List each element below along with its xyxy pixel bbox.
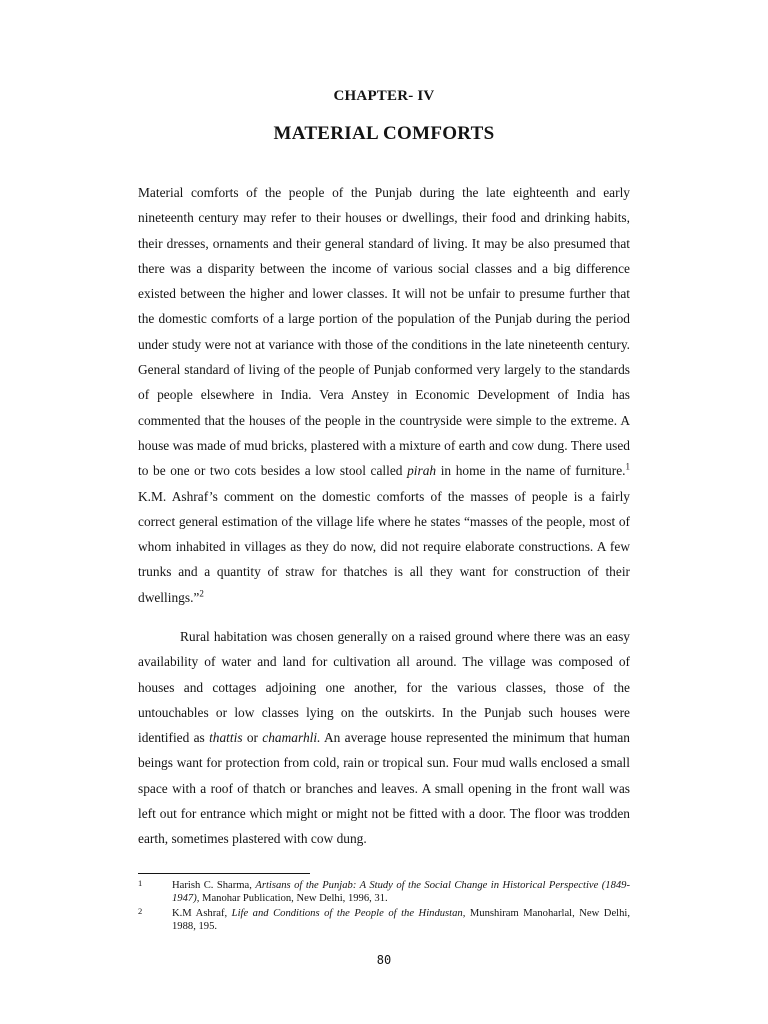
- italic-term: thattis: [209, 730, 243, 746]
- footnote-1: [138, 879, 630, 905]
- paragraph-text: or: [242, 730, 263, 746]
- paragraph-text: An average house represented the minimum that human beings want for protection from cold, rain or tropical sun. Four mud walls enclosed a small space with a roof of thatch or branches and leaves. A small opening in the front wall was left out for entrance which might or might not be fitted with a door. The floor was trodden earth, sometimes plastered with cow dung.: [138, 730, 630, 847]
- footnote-author: K.M Ashraf,: [172, 908, 232, 919]
- footnote-reference: 2: [199, 588, 204, 599]
- footnote-title: Life and Conditions of the People of the Hindustan,: [231, 908, 466, 919]
- footnote-reference: 1: [625, 461, 630, 472]
- footnote-publication: Munshiram Manoharlal, New Delhi, 1988, 195.: [172, 908, 630, 932]
- footnote-text: [172, 907, 630, 933]
- footnote-title: Artisans of the Punjab: A Study of the Social Change in Historical Perspective (1849-1947),: [172, 880, 630, 904]
- italic-term: pirah: [407, 463, 437, 479]
- footnote-number: 1: [138, 878, 143, 888]
- footnote-author: Harish C. Sharma,: [172, 880, 256, 891]
- paragraph-text: in home in the name of furniture.: [436, 463, 626, 479]
- body-paragraph-2: [138, 624, 630, 852]
- body-paragraph-1: [138, 180, 630, 610]
- paragraph-text: Rural habitation was chosen generally on a raised ground where there was an easy availability of water and land for cultivation all around. The village was composed of houses and cottages adjoining one another, for the various classes, those of the untouchables or low classes lying on the outskirts. In the Punjab such houses were identified as: [138, 629, 630, 746]
- chapter-title: MATERIAL COMFORTS: [273, 123, 495, 144]
- footnote-publication: Manohar Publication, New Delhi, 1996, 31.: [199, 893, 388, 904]
- footnote-2: [138, 907, 630, 933]
- footnote-text: [172, 879, 630, 905]
- document-page: [138, 0, 630, 1024]
- paragraph-text: Material comforts of the people of the Punjab during the late eighteenth and early nineteenth century may refer to their houses or dwellings, their food and drinking habits, their dresses, ornaments and their general standard of living. It may be also presumed that there was a disparity between the income of various social classes and a big difference existed between the higher and lower classes. It will not be unfair to presume further that the domestic comforts of a large portion of the population of the Punjab during the period under study were not at variance with those of the conditions in the late nineteenth century. General standard of living of the people of Punjab conformed very largely to the standards of people elsewhere in India. Vera Anstey in Economic Development of India has commented that the houses of the people in the countryside were simple to the extreme. A house was made of mud bricks, plastered with a mixture of earth and cow dung. There used to be one or two cots besides a low stool called: [138, 185, 630, 479]
- footnote-number: 2: [138, 906, 143, 916]
- page-number: 80: [376, 953, 392, 967]
- footnote-separator: [138, 873, 310, 874]
- italic-term: chamarhli.: [262, 730, 321, 746]
- chapter-label: CHAPTER- IV: [333, 88, 435, 104]
- paragraph-text: K.M. Ashraf’s comment on the domestic comforts of the masses of people is a fairly correct general estimation of the village life where he states “masses of the people, most of whom inhabited in villages as they do now, did not require elaborate constructions. A few trunks and a quantity of straw for thatches is all they want for construction of their dwellings.”: [138, 488, 630, 605]
